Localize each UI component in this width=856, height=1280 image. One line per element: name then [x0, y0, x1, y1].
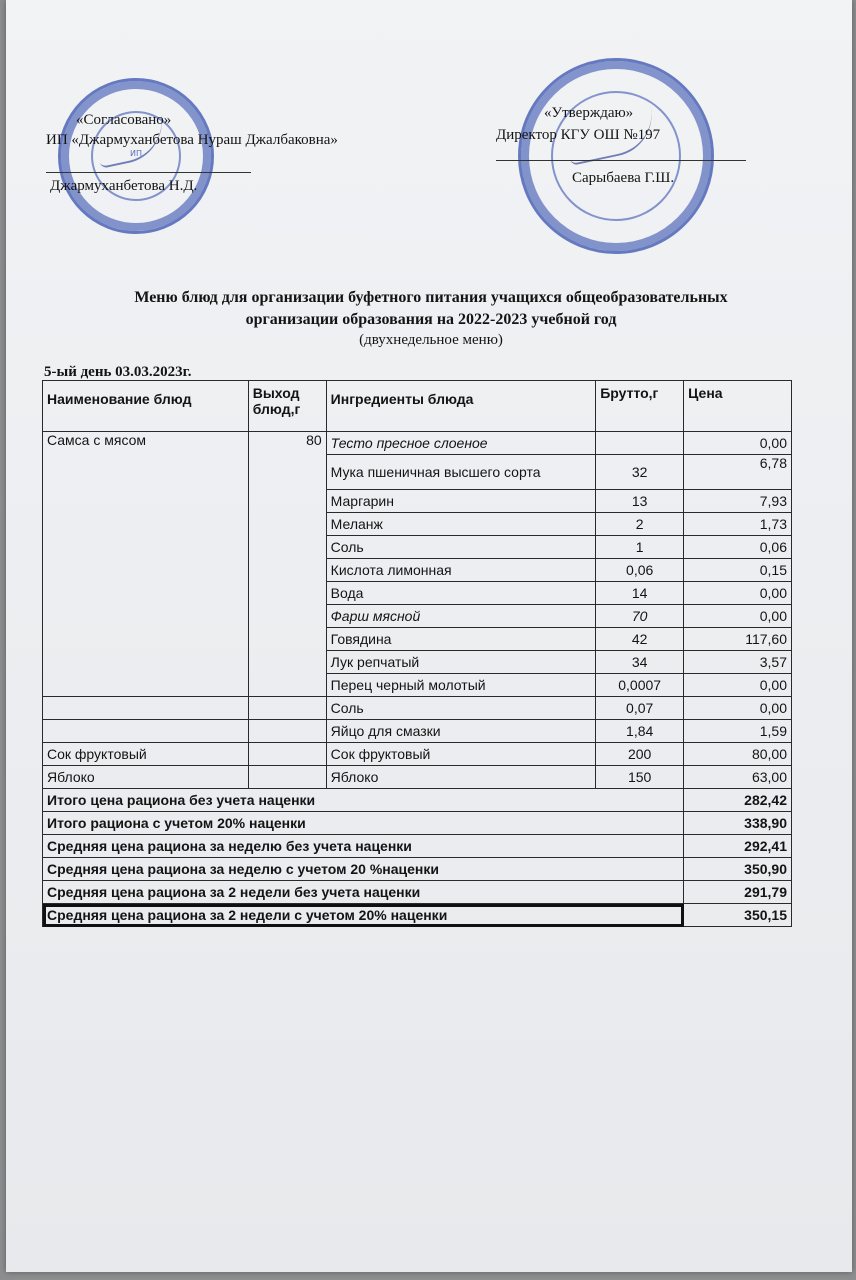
ingredient-price: 0,00	[684, 432, 792, 455]
header-price: Цена	[684, 381, 792, 432]
ingredient-name: Меланж	[326, 513, 596, 536]
total-value: 292,41	[684, 835, 792, 858]
dish-output-juice	[248, 743, 326, 766]
ingredient-brutto: 1,84	[596, 720, 684, 743]
header-right-position: Директор КГУ ОШ №197	[496, 127, 661, 143]
dish-name-samsa: Самса с мясом	[43, 432, 249, 697]
ingredient-price: 0,00	[684, 582, 792, 605]
left-stamp-center: ИП	[130, 149, 142, 158]
paper-sheet	[6, 0, 852, 1272]
total-value: 282,42	[684, 789, 792, 812]
total-row	[43, 858, 792, 881]
ingredient-name: Вода	[326, 582, 596, 605]
total-value: 291,79	[684, 881, 792, 904]
ingredient-price: 3,57	[684, 651, 792, 674]
ingredient-brutto: 1	[596, 536, 684, 559]
ingredient-brutto: 34	[596, 651, 684, 674]
ingredient-price: 0,06	[684, 536, 792, 559]
header-right-approve: «Утверждаю»	[544, 105, 634, 121]
page-title-line1: Меню блюд для организации буфетного питания учащихся общеобразовательных	[134, 289, 728, 306]
ingredient-name: Говядина	[326, 628, 596, 651]
total-label: Средняя цена рациона за неделю без учета наценки	[43, 835, 684, 858]
header-brutto: Брутто,г	[596, 381, 684, 432]
total-label: Средняя цена рациона за 2 недели с учетом 20% наценки	[43, 904, 684, 927]
ingredient-name: Лук репчатый	[326, 651, 596, 674]
ingredient-name: Соль	[326, 536, 596, 559]
ingredient-price: 63,00	[684, 766, 792, 789]
ingredient-brutto: 32	[596, 455, 684, 490]
ingredient-brutto: 0,0007	[596, 674, 684, 697]
header-right-sign: Сарыбаева Г.Ш.	[572, 170, 675, 186]
page-subtitle: (двухнедельное меню)	[359, 332, 503, 348]
header-left-org: ИП «Джармуханбетова Нураш Джалбаковна»	[46, 132, 338, 148]
ingredient-brutto: 13	[596, 490, 684, 513]
ingredient-price: 0,00	[684, 674, 792, 697]
ingredient-brutto: 14	[596, 582, 684, 605]
header-right-sign-line	[496, 160, 746, 161]
ingredient-price: 1,73	[684, 513, 792, 536]
header-dish: Наименование блюд	[43, 381, 249, 432]
header-left-sign-line	[46, 172, 251, 173]
ingredient-brutto: 70	[596, 605, 684, 628]
ingredient-brutto: 2	[596, 513, 684, 536]
empty-output-cell	[248, 697, 326, 720]
ingredient-brutto: 200	[596, 743, 684, 766]
table-row	[43, 697, 792, 720]
empty-dish-cell	[43, 720, 249, 743]
dish-name-apple: Яблоко	[43, 766, 249, 789]
empty-output-cell	[248, 720, 326, 743]
header-left-agreed: «Согласовано»	[76, 112, 172, 128]
total-row	[43, 904, 792, 927]
dish-name-juice: Сок фруктовый	[43, 743, 249, 766]
ingredient-name: Тесто пресное слоеное	[326, 432, 596, 455]
total-row	[43, 789, 792, 812]
total-label: Средняя цена рациона за неделю с учетом 20 %наценки	[43, 858, 684, 881]
ingredient-name: Кислота лимонная	[326, 559, 596, 582]
day-label: 5-ый день 03.03.2023г.	[44, 364, 192, 380]
total-row	[43, 881, 792, 904]
ingredient-brutto: 0,06	[596, 559, 684, 582]
empty-dish-cell	[43, 697, 249, 720]
ingredient-name: Перец черный молотый	[326, 674, 596, 697]
total-row	[43, 835, 792, 858]
total-row	[43, 812, 792, 835]
table-row	[43, 743, 792, 766]
ingredient-price: 80,00	[684, 743, 792, 766]
page-title-line2: организации образования на 2022-2023 учебной год	[245, 311, 617, 328]
total-label: Итого рациона с учетом 20% наценки	[43, 812, 684, 835]
ingredient-brutto: 0,07	[596, 697, 684, 720]
ingredient-name: Сок фруктовый	[326, 743, 596, 766]
dish-output-samsa: 80	[248, 432, 326, 697]
total-label: Средняя цена рациона за 2 недели без учета наценки	[43, 881, 684, 904]
table-row	[43, 766, 792, 789]
ingredient-name: Яблоко	[326, 766, 596, 789]
ingredient-brutto: 150	[596, 766, 684, 789]
ingredient-price: 0,15	[684, 559, 792, 582]
ingredient-name: Мука пшеничная высшего сорта	[326, 455, 596, 490]
total-label: Итого цена рациона без учета наценки	[43, 789, 684, 812]
dish-output-apple	[248, 766, 326, 789]
ingredient-name: Маргарин	[326, 490, 596, 513]
header-ingredients: Ингредиенты блюда	[326, 381, 596, 432]
total-value: 338,90	[684, 812, 792, 835]
header-left-sign: Джармуханбетова Н.Д.	[50, 178, 198, 194]
ingredient-name: Соль	[326, 697, 596, 720]
ingredient-name: Яйцо для смазки	[326, 720, 596, 743]
ingredient-brutto	[596, 432, 684, 455]
ingredient-price: 1,59	[684, 720, 792, 743]
table-header-row	[43, 381, 792, 432]
table-row	[43, 432, 792, 455]
ingredient-brutto: 42	[596, 628, 684, 651]
ingredient-name: Фарш мясной	[326, 605, 596, 628]
ingredient-price: 7,93	[684, 490, 792, 513]
ingredient-price: 117,60	[684, 628, 792, 651]
total-value: 350,15	[684, 904, 792, 927]
ingredient-price: 6,78	[684, 455, 792, 490]
table-row	[43, 720, 792, 743]
total-value: 350,90	[684, 858, 792, 881]
ingredient-price: 0,00	[684, 697, 792, 720]
header-output: Выход блюд,г	[248, 381, 326, 432]
ingredient-price: 0,00	[684, 605, 792, 628]
menu-table	[42, 380, 792, 927]
